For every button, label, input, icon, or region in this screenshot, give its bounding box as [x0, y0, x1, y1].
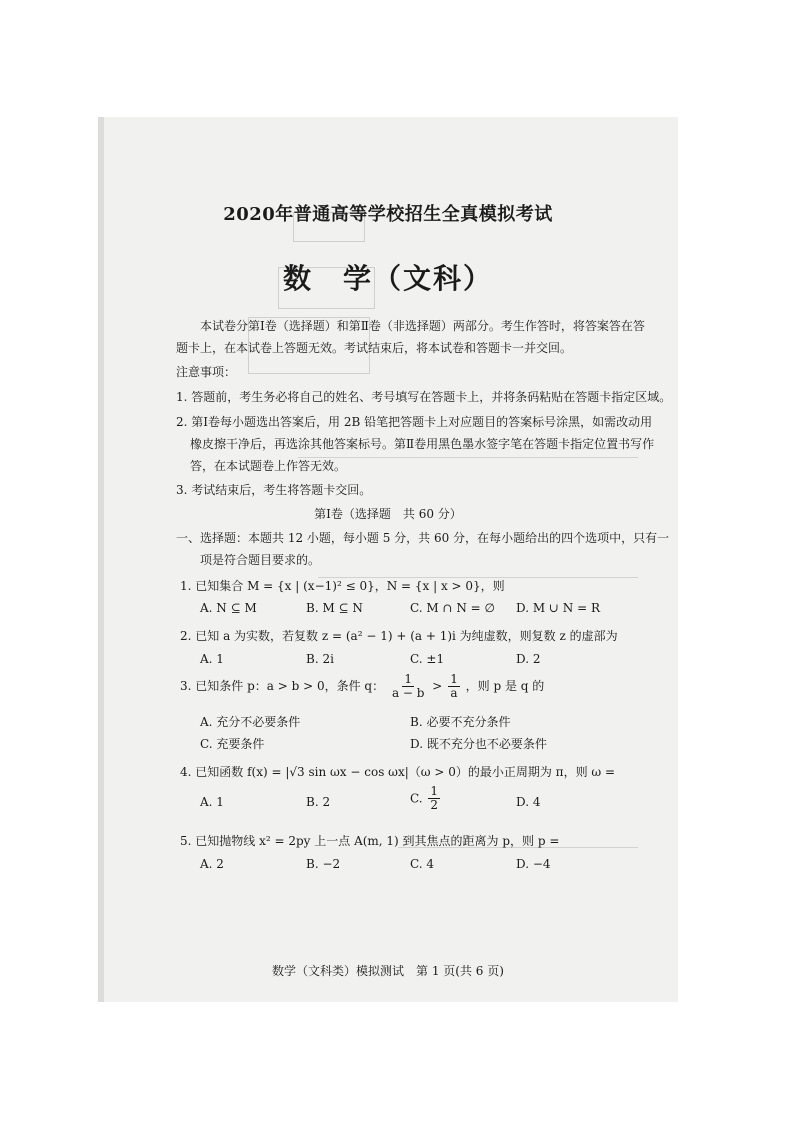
q5-option-b: B. −2 [306, 857, 341, 871]
q3-fraction-1-numerator: 1 [404, 672, 413, 686]
scan-shadow [98, 117, 104, 1002]
question-2-stem: 2. 已知 a 为实数，若复数 z = (a² − 1) + (a + 1)i 为纯虚数，则复数 z 的虚部为 [180, 629, 618, 643]
q3-option-a: A. 充分不必要条件 [200, 715, 301, 729]
section-instructions-a: 一、选择题：本题共 12 小题，每小题 5 分，共 60 分，在每小题给出的四个选项中，只有一 [176, 531, 670, 545]
q4-option-a: A. 1 [200, 795, 224, 809]
note-1: 1. 答题前，考生务必将自己的姓名、考号填写在答题卡上，并将条码粘贴在答题卡指定区域。 [176, 390, 672, 404]
intro-line-2: 题卡上，在本试卷上答题无效。考试结束后，将本试卷和答题卡一并交回。 [176, 341, 573, 355]
q2-option-c: C. ±1 [410, 652, 445, 666]
q1-option-c: C. M ∩ N = ∅ [410, 601, 495, 615]
q2-option-d: D. 2 [516, 652, 541, 666]
q4-option-b: B. 2 [306, 795, 331, 809]
question-4-stem: 4. 已知函数 f(x) = |√3 sin ωx − cos ωx|（ω > 0）的最小正周期为 π，则 ω = [180, 765, 616, 779]
subject-title: 数 学（文科） [282, 262, 493, 295]
q4-option-c-label: C. [410, 791, 423, 806]
intro-line-1: 本试卷分第Ⅰ卷（选择题）和第Ⅱ卷（非选择题）两部分。考生作答时，将答案答在答 [200, 319, 645, 333]
note-2-line-a: 2. 第Ⅰ卷每小题选出答案后，用 2B 铅笔把答题卡上对应题目的答案标号涂黑，如需改动用 [176, 415, 653, 429]
q5-option-c: C. 4 [410, 857, 435, 871]
q5-option-a: A. 2 [200, 857, 224, 871]
q3-fraction-2-denominator: a [450, 686, 458, 701]
q4-option-c-numerator: 1 [430, 784, 439, 798]
q3-greater-than: > [432, 679, 443, 694]
question-1-stem: 1. 已知集合 M = {x | (x−1)² ≤ 0}，N = {x | x > 0}，则 [180, 579, 505, 593]
section-instructions-b: 项是符合题目要求的。 [200, 553, 321, 567]
note-2-line-c: 答，在本试题卷上作答无效。 [190, 459, 347, 473]
bleed-through-line [298, 457, 638, 458]
q3-option-d: D. 既不充分也不必要条件 [410, 737, 547, 751]
q4-option-c [410, 785, 442, 812]
exam-title: 2020年普通高等学校招生全真模拟考试 [223, 204, 553, 225]
q2-option-b: B. 2i [306, 652, 334, 666]
page-footer: 数学（文科类）模拟测试 第 1 页(共 6 页) [272, 964, 504, 978]
q3-option-c: C. 充要条件 [200, 737, 265, 751]
q1-option-b: B. M ⊆ N [306, 601, 363, 615]
q4-option-c-fraction [428, 785, 440, 812]
q3-stem-suffix: ，则 p 是 q 的 [465, 679, 545, 694]
q3-fraction-2-numerator: 1 [450, 672, 458, 686]
exam-page [98, 117, 678, 1002]
part-one-heading: 第Ⅰ卷（选择题 共 60 分） [314, 507, 462, 521]
q3-option-b: B. 必要不充分条件 [410, 715, 511, 729]
q1-option-d: D. M ∪ N = R [516, 601, 601, 615]
q4-option-d: D. 4 [516, 795, 541, 809]
notes-heading: 注意事项： [176, 365, 237, 379]
note-2-line-b: 橡皮擦干净后，再选涂其他答案标号。第Ⅱ卷用黑色墨水签字笔在答题卡指定位置书写作 [190, 437, 655, 451]
q3-stem-prefix: 3. 已知条件 p：a > b > 0，条件 q： [180, 679, 385, 694]
question-3-stem [180, 673, 544, 700]
question-5-stem: 5. 已知抛物线 x² = 2py 上一点 A(m, 1) 到其焦点的距离为 p，则 p = [180, 834, 560, 848]
q3-fraction-1 [390, 673, 427, 700]
q2-option-a: A. 1 [200, 652, 224, 666]
q3-fraction-1-denominator: a − b [391, 686, 425, 701]
q5-option-d: D. −4 [516, 857, 551, 871]
q3-fraction-2 [448, 673, 460, 700]
q4-option-c-denominator: 2 [430, 798, 439, 813]
q1-option-a: A. N ⊆ M [200, 601, 257, 615]
note-3: 3. 考试结束后，考生将答题卡交回。 [176, 483, 372, 497]
